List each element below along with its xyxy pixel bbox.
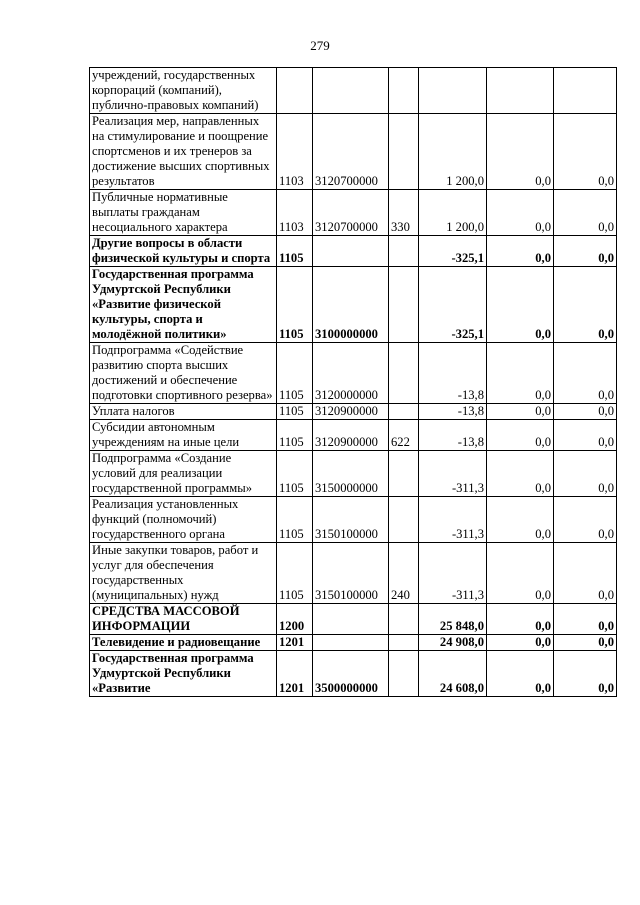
row-article (313, 236, 389, 267)
row-expense-type (389, 114, 419, 190)
row-article (313, 68, 389, 114)
row-name: Телевидение и радиовещание (90, 635, 277, 651)
budget-table (89, 67, 617, 697)
row-name: Государственная программа Удмуртской Республики «Развитие (90, 651, 277, 697)
row-value-2 (487, 68, 554, 114)
row-name: СРЕДСТВА МАССОВОЙ ИНФОРМАЦИИ (90, 604, 277, 635)
row-expense-type (389, 68, 419, 114)
table-row (90, 604, 617, 635)
row-article: 3120700000 (313, 114, 389, 190)
row-section: 1105 (277, 404, 313, 420)
row-name: Подпрограмма «Создание условий для реализации государственной программы» (90, 451, 277, 497)
table-row (90, 267, 617, 343)
row-value-1: -311,3 (419, 543, 487, 604)
row-article: 3120000000 (313, 343, 389, 404)
table-row (90, 343, 617, 404)
row-expense-type (389, 604, 419, 635)
table-row (90, 451, 617, 497)
row-article: 3150000000 (313, 451, 389, 497)
row-value-3: 0,0 (554, 114, 617, 190)
row-value-2: 0,0 (487, 236, 554, 267)
row-section: 1103 (277, 190, 313, 236)
page-number: 279 (310, 38, 330, 53)
row-value-3: 0,0 (554, 343, 617, 404)
row-name: Другие вопросы в области физической культуры и спорта (90, 236, 277, 267)
table-row (90, 635, 617, 651)
row-value-2: 0,0 (487, 451, 554, 497)
row-article: 3150100000 (313, 543, 389, 604)
row-name: Публичные нормативные выплаты гражданам несоциального характера (90, 190, 277, 236)
table-row (90, 190, 617, 236)
row-expense-type: 622 (389, 420, 419, 451)
row-expense-type: 330 (389, 190, 419, 236)
row-expense-type (389, 404, 419, 420)
row-value-3: 0,0 (554, 635, 617, 651)
row-article: 3100000000 (313, 267, 389, 343)
row-value-3: 0,0 (554, 190, 617, 236)
row-value-2: 0,0 (487, 604, 554, 635)
row-section: 1103 (277, 114, 313, 190)
row-value-1: -13,8 (419, 420, 487, 451)
row-value-1: -325,1 (419, 236, 487, 267)
row-expense-type (389, 635, 419, 651)
row-value-1 (419, 68, 487, 114)
table-row (90, 236, 617, 267)
table-row (90, 114, 617, 190)
row-value-2: 0,0 (487, 497, 554, 543)
row-section: 1105 (277, 497, 313, 543)
row-value-1: 24 608,0 (419, 651, 487, 697)
row-expense-type: 240 (389, 543, 419, 604)
row-name: Субсидии автономным учреждениям на иные цели (90, 420, 277, 451)
row-article: 3150100000 (313, 497, 389, 543)
row-name: Иные закупки товаров, работ и услуг для обеспечения государственных (муниципальных) нужд (90, 543, 277, 604)
row-value-2: 0,0 (487, 190, 554, 236)
row-section: 1201 (277, 635, 313, 651)
row-value-3: 0,0 (554, 543, 617, 604)
row-expense-type (389, 497, 419, 543)
row-section: 1105 (277, 267, 313, 343)
row-value-3: 0,0 (554, 451, 617, 497)
table-row (90, 68, 617, 114)
row-section: 1105 (277, 343, 313, 404)
row-value-1: -311,3 (419, 451, 487, 497)
row-article (313, 604, 389, 635)
row-article: 3120700000 (313, 190, 389, 236)
row-section: 1105 (277, 543, 313, 604)
row-name: учреждений, государственных корпораций (компаний), публично-правовых компаний) (90, 68, 277, 114)
row-section: 1200 (277, 604, 313, 635)
row-value-3: 0,0 (554, 236, 617, 267)
row-expense-type (389, 343, 419, 404)
row-section (277, 68, 313, 114)
row-value-3 (554, 68, 617, 114)
row-value-1: 1 200,0 (419, 190, 487, 236)
row-name: Уплата налогов (90, 404, 277, 420)
row-value-1: 1 200,0 (419, 114, 487, 190)
row-value-3: 0,0 (554, 604, 617, 635)
table-row (90, 404, 617, 420)
row-article: 3120900000 (313, 420, 389, 451)
row-value-2: 0,0 (487, 267, 554, 343)
row-section: 1201 (277, 651, 313, 697)
row-expense-type (389, 267, 419, 343)
table-row (90, 651, 617, 697)
row-expense-type (389, 651, 419, 697)
row-value-3: 0,0 (554, 497, 617, 543)
row-name: Реализация мер, направленных на стимулирование и поощрение спортсменов и их тренеров за достижение высших спортивных результатов (90, 114, 277, 190)
row-value-2: 0,0 (487, 651, 554, 697)
row-value-1: -13,8 (419, 343, 487, 404)
row-value-3: 0,0 (554, 267, 617, 343)
row-article (313, 635, 389, 651)
row-section: 1105 (277, 451, 313, 497)
row-name: Государственная программа Удмуртской Республики «Развитие физической культуры, спорта и молодёжной политики» (90, 267, 277, 343)
row-value-1: -325,1 (419, 267, 487, 343)
table-row (90, 497, 617, 543)
row-value-2: 0,0 (487, 420, 554, 451)
row-value-1: -311,3 (419, 497, 487, 543)
row-value-2: 0,0 (487, 635, 554, 651)
row-value-1: 25 848,0 (419, 604, 487, 635)
row-expense-type (389, 236, 419, 267)
row-value-2: 0,0 (487, 114, 554, 190)
table-row (90, 543, 617, 604)
row-value-2: 0,0 (487, 543, 554, 604)
row-value-1: -13,8 (419, 404, 487, 420)
table-row (90, 420, 617, 451)
row-name: Реализация установленных функций (полномочий) государственного органа (90, 497, 277, 543)
row-value-3: 0,0 (554, 420, 617, 451)
row-expense-type (389, 451, 419, 497)
row-value-3: 0,0 (554, 651, 617, 697)
row-value-3: 0,0 (554, 404, 617, 420)
row-article: 3120900000 (313, 404, 389, 420)
row-name: Подпрограмма «Содействие развитию спорта высших достижений и обеспечение подготовки спортивного резерва» (90, 343, 277, 404)
row-value-2: 0,0 (487, 343, 554, 404)
row-value-1: 24 908,0 (419, 635, 487, 651)
row-section: 1105 (277, 236, 313, 267)
row-article: 3500000000 (313, 651, 389, 697)
row-value-2: 0,0 (487, 404, 554, 420)
row-section: 1105 (277, 420, 313, 451)
